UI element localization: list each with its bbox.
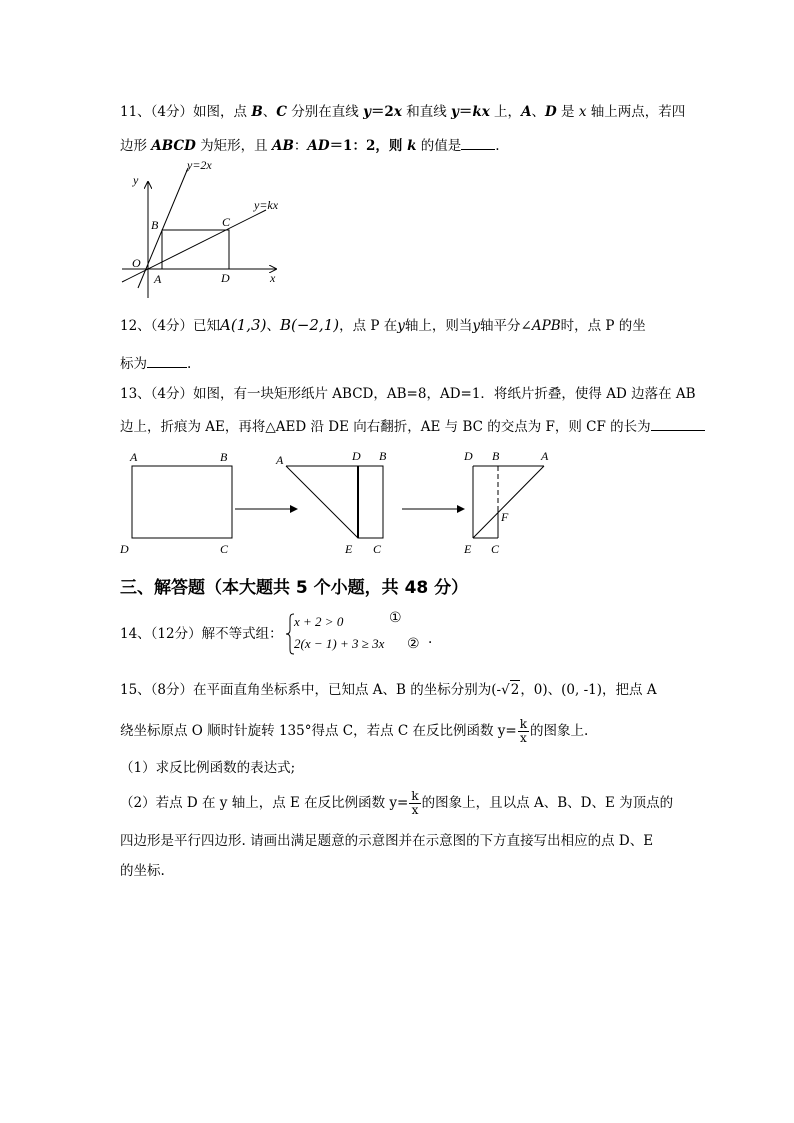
q11-text: ABCD [151, 138, 196, 154]
label-d: D [221, 271, 230, 285]
label-ykx: y=kx [254, 198, 279, 212]
q13-text: 13、（4分）如图，有一块矩形纸片 ABCD，AB=8，AD=1．将纸片折叠，使得 AD 边落在 AB [120, 386, 696, 402]
fig3-label-a: A [541, 449, 549, 463]
fig3-ae [473, 466, 544, 538]
q11-text: kx [472, 104, 490, 120]
q11-text: x [578, 104, 587, 120]
q12-line2 [120, 353, 191, 373]
q11-text: AD [307, 138, 330, 154]
q11-text: . [495, 138, 500, 154]
section-heading: 三、解答题（本大题共 5 个小题，共 48 分） [120, 578, 469, 598]
fig3-label-f: F [501, 510, 509, 524]
q11-text: 是 [556, 104, 579, 120]
fraction-denominator: x [411, 803, 419, 817]
fig3-label-d: D [464, 449, 473, 463]
fig1-label-c: C [220, 542, 229, 556]
sqrt-radicand: 2 [510, 682, 520, 698]
q11-line2 [120, 135, 500, 155]
label-o: O [132, 256, 141, 270]
q12-text: ∠APB [520, 318, 561, 334]
q15-text: （2）若点 D 在 y 轴上，点 E 在反比例函数 y= [120, 795, 409, 811]
q15-line2 [120, 717, 588, 745]
rectangle-abcd [162, 230, 229, 269]
q15-text: 四边形是平行四边形. 请画出满足题意的示意图并在示意图的下方直接写出相应的点 D、E [120, 833, 654, 849]
q11-text: ＝2 [370, 104, 394, 120]
q12-text: y [472, 318, 481, 334]
q11-text: ： [293, 138, 308, 154]
q11-text: C [276, 104, 287, 120]
q15-line1 [120, 680, 657, 699]
mark-1: ① [389, 610, 402, 626]
arrow-2-head [457, 505, 465, 513]
q13-figures [118, 448, 558, 560]
fig1-label-b: B [220, 450, 228, 464]
q15-sub1 [120, 759, 295, 777]
inequality-2: 2(x − 1) + 3 ≥ 3x [294, 636, 385, 651]
q12-line1 [120, 316, 646, 335]
sqrt-symbol: √ [501, 682, 510, 698]
q11-text: 和直线 [401, 104, 451, 120]
q11-text: 分别在直线 [286, 104, 364, 120]
label-y2x: y=2x [187, 158, 212, 172]
fig2-label-d: D [352, 449, 361, 463]
answer-blank [461, 135, 495, 150]
q11-text: 11、（4分）如图，点 [120, 104, 252, 120]
inequality-1: x + 2 > 0 [294, 614, 344, 629]
q11-text: 轴上两点，若四 [586, 104, 686, 120]
fig2-label-a: A [276, 453, 284, 467]
fraction-numerator: k [411, 789, 419, 803]
q14-period: . [428, 631, 433, 647]
fig1-label-a: A [130, 450, 138, 464]
fraction-denominator: x [519, 731, 527, 745]
q12-text: 轴平分 [480, 318, 521, 334]
q12-text: 轴上，则当 [404, 318, 473, 334]
q12-text: A(1,3) [220, 316, 267, 334]
q12-text: 12、（4分）已知 [120, 318, 221, 334]
q12-text: B(−2,1) [279, 316, 340, 334]
fig3-label-e: E [464, 542, 472, 556]
q11-line1 [120, 103, 685, 121]
q15-text: 15、（8分）在平面直角坐标系中，已知点 A、B 的坐标分别为(- [120, 682, 502, 698]
arrow-1-head [290, 505, 298, 513]
q11-text: 的值是 [416, 138, 462, 154]
q12-text: y [397, 318, 405, 334]
q11-text: x [393, 104, 402, 120]
q14-prefix [120, 625, 283, 643]
q11-text: 为矩形，且 [195, 138, 272, 154]
label-b: B [151, 218, 159, 232]
label-x: x [270, 271, 276, 285]
q11-text: 上， [489, 104, 522, 120]
q11-text: B [251, 104, 263, 120]
fig3-label-c: C [491, 542, 500, 556]
label-a: A [154, 272, 162, 286]
q11-text: ＝ [458, 104, 473, 120]
q15-text: （1）求反比例函数的表达式; [120, 760, 296, 776]
q11-text: 、 [531, 104, 546, 120]
q11-text: 边形 [120, 138, 152, 154]
q14-text: 14、（12分）解不等式组： [120, 626, 283, 642]
fig2-fold [286, 466, 358, 538]
q11-text: k [407, 138, 417, 154]
q11-text: A [521, 104, 532, 120]
q11-text: AB [271, 138, 294, 154]
q15-sub2-line2 [120, 832, 653, 850]
q12-text: 、 [266, 318, 280, 334]
fig2-label-c: C [373, 542, 382, 556]
q11-text: ＝1：2，则 [329, 138, 408, 154]
answer-blank [147, 353, 187, 368]
fraction-k-over-x [518, 718, 529, 745]
fig2-label-e: E [345, 542, 353, 556]
q15-text: ，0)、(0, -1)，把点 A [520, 682, 657, 698]
q12-text: ，点 P 在 [339, 318, 398, 334]
q11-figure [118, 158, 298, 303]
q12-text: 时，点 P 的坐 [560, 318, 646, 334]
label-y: y [133, 173, 139, 187]
q15-sub2-line1 [120, 789, 673, 817]
mark-2: ② [407, 636, 420, 652]
fraction-k-over-x-2 [409, 790, 420, 817]
q15-text: 的图象上，且以点 A、B、D、E 为顶点的 [421, 795, 674, 811]
q12-text: . [187, 356, 192, 372]
fig2-label-b: B [379, 449, 387, 463]
q15-text: 绕坐标原点 O 顺时针旋转 135°得点 C，若点 C 在反比例函数 y= [120, 723, 517, 739]
q12-text: 标为 [120, 356, 147, 372]
q11-text: 、 [262, 104, 277, 120]
fig1-rect [132, 466, 232, 538]
line-ykx [122, 210, 266, 282]
fig1-label-d: D [120, 542, 129, 556]
q15-sub2-line3 [120, 862, 165, 880]
answer-blank [651, 416, 705, 431]
q15-text: 的图象上. [530, 723, 589, 739]
q13-line1 [120, 385, 696, 403]
label-c: C [222, 215, 231, 229]
fraction-numerator: k [519, 717, 528, 731]
q15-text: 的坐标. [120, 863, 165, 879]
q11-text: y [451, 104, 459, 120]
q13-text: 边上，折痕为 AE，再将△AED 沿 DE 向右翻折，AE 与 BC 的交点为 F，则 CF 的长为 [120, 419, 651, 435]
q11-text: y [363, 104, 371, 120]
q13-line2 [120, 416, 705, 436]
fig2-strip [358, 466, 383, 538]
fig3-label-b: B [492, 449, 500, 463]
q11-text: D [545, 104, 557, 120]
